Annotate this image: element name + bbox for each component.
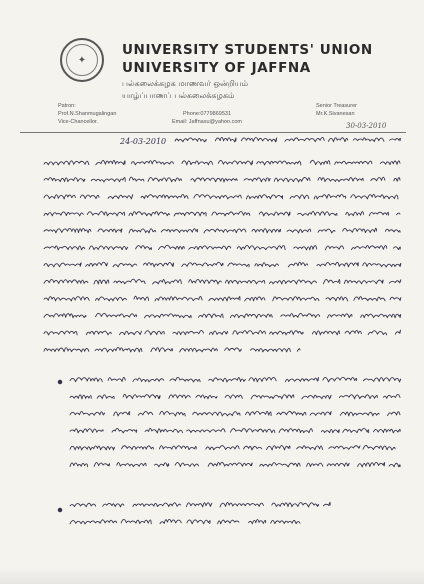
handwritten-line <box>70 394 400 399</box>
treasurer-label: Senior Treasurer <box>316 103 357 109</box>
handwritten-line <box>44 228 400 233</box>
seal-emblem: ✦ <box>66 44 98 76</box>
handwritten-line <box>44 211 400 215</box>
bullet-mark <box>58 380 62 384</box>
patron-role: Vice-Chancellor. <box>58 119 98 125</box>
university-title-tamil: யாழ்ப்பாணப் பல்கலைக்கழகம் <box>122 91 235 100</box>
handwritten-line <box>70 502 330 507</box>
handwritten-line <box>44 296 401 301</box>
handwritten-line <box>44 177 400 182</box>
handwritten-line <box>44 194 398 199</box>
patron-name: Prof.N.Shanmugalingan <box>58 111 117 117</box>
handwritten-line <box>70 462 400 467</box>
handwritten-line <box>44 245 400 250</box>
handwritten-line <box>70 411 400 416</box>
handwritten-line <box>44 313 401 318</box>
handwritten-stamp-date: 30-03-2010 <box>346 122 387 130</box>
letter-date: 24-03-2010 <box>120 137 167 146</box>
union-title-tamil: பல்கலைக்கழக மாணவர் ஒன்றியம் <box>122 79 249 88</box>
treasurer-name: Mr.K.Sivanesan <box>316 111 355 117</box>
handwritten-line <box>44 279 401 284</box>
contact-email: Email: Jaffnasu@yahoo.com <box>172 119 242 125</box>
handwritten-line <box>44 347 300 352</box>
handwritten-line <box>44 160 400 165</box>
handwritten-line <box>70 377 401 382</box>
bullet-mark <box>58 508 62 512</box>
handwritten-line <box>44 262 401 267</box>
page-edge-shadow <box>0 568 424 584</box>
union-title: UNIVERSITY STUDENTS' UNION <box>122 42 373 58</box>
handwritten-line <box>175 137 400 142</box>
university-title: UNIVERSITY OF JAFFNA <box>122 60 311 76</box>
handwritten-line <box>70 428 400 433</box>
contact-phone: Phone:0779869531 <box>182 111 232 117</box>
handwritten-line <box>70 519 300 524</box>
patron-label: Patron: <box>58 103 76 109</box>
handwritten-line <box>44 330 400 335</box>
handwritten-line <box>70 446 395 450</box>
